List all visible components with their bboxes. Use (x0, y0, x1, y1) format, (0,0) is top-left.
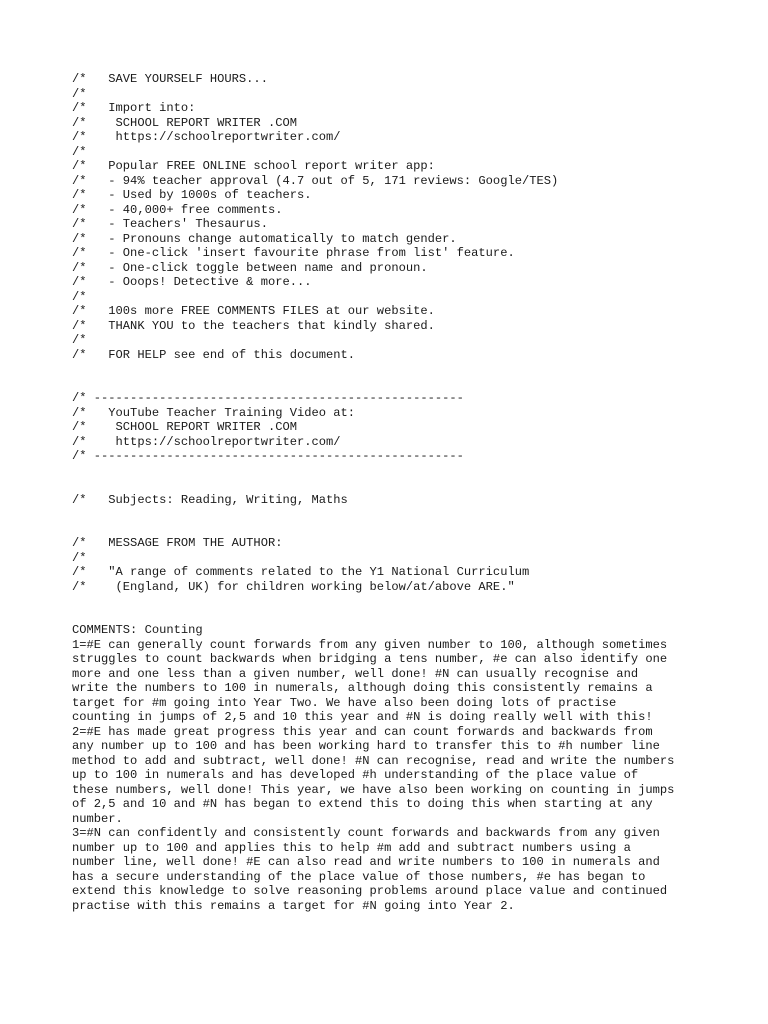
text-line: /* https://schoolreportwriter.com/ (72, 130, 341, 144)
text-line: /* - Ooops! Detective & more... (72, 275, 312, 289)
text-line: /* MESSAGE FROM THE AUTHOR: (72, 536, 283, 550)
blank-line (72, 594, 712, 609)
text-line: /* - One-click 'insert favourite phrase from list' feature. (72, 246, 515, 260)
text-line: /* (72, 86, 87, 101)
text-line: extend this knowledge to solve reasoning problems around place value and continued (72, 884, 668, 898)
text-line: target for #m going into Year Two. We have also been doing lots of practise (72, 695, 617, 710)
text-line: /* Import into: (72, 101, 196, 115)
text-line: method to add and subtract, well done! #N can recognise, read and write the numbers (72, 753, 675, 768)
text-line: /* --------------------------------------------------- (72, 391, 464, 405)
text-line: /* --------------------------------------------------- (72, 449, 464, 463)
header-section (72, 72, 712, 362)
blank-line (72, 522, 712, 537)
text-line: COMMENTS: Counting (72, 623, 203, 637)
text-line: number line, well done! #E can also read and write numbers to 100 in numerals and (72, 855, 660, 869)
blank-line (72, 377, 712, 392)
text-line: of 2,5 and 10 and #N has began to extend this to doing this when starting at any (72, 797, 653, 811)
text-line: /* (England, UK) for children working below/at/above ARE." (72, 579, 515, 594)
text-line: /* - Teachers' Thesaurus. (72, 217, 268, 231)
text-line: more and one less than a given number, well done! #N can usually recognise and (72, 666, 639, 681)
text-line: /* Popular FREE ONLINE school report writer app: (72, 159, 435, 173)
text-line: /* 100s more FREE COMMENTS FILES at our website. (72, 304, 435, 318)
message-section (72, 536, 712, 594)
text-line: /* YouTube Teacher Training Video at: (72, 405, 356, 420)
video-section (72, 391, 712, 464)
blank-line (72, 464, 712, 479)
text-line: /* SAVE YOURSELF HOURS... (72, 72, 268, 86)
text-line: /* - 40,000+ free comments. (72, 202, 283, 217)
text-line: /* (72, 289, 87, 304)
text-line: these numbers, well done! This year, we have also been working on counting in jumps (72, 782, 675, 797)
text-line: /* - Used by 1000s of teachers. (72, 188, 312, 202)
text-line: 1=#E can generally count forwards from any given number to 100, although sometimes (72, 637, 668, 652)
blank-line (72, 478, 712, 493)
comments-section (72, 623, 712, 913)
text-line: any number up to 100 and has been working hard to transfer this to #h number line (72, 739, 660, 753)
blank-line (72, 609, 712, 624)
text-line: number. (72, 811, 123, 826)
text-line: /* (72, 333, 87, 347)
text-line: practise with this remains a target for #N going into Year 2. (72, 898, 515, 913)
text-line: /* - One-click toggle between name and pronoun. (72, 260, 428, 275)
text-line: 3=#N can confidently and consistently count forwards and backwards from any given (72, 826, 660, 840)
document-page (72, 72, 712, 913)
text-line: up to 100 in numerals and has developed #h understanding of the place value of (72, 768, 639, 782)
text-line: /* THANK YOU to the teachers that kindly shared. (72, 318, 435, 333)
text-line: has a secure understanding of the place value of those numbers, #e has began to (72, 869, 646, 884)
blank-line (72, 362, 712, 377)
text-line: /* SCHOOL REPORT WRITER .COM (72, 420, 297, 434)
text-line: /* - Pronouns change automatically to match gender. (72, 231, 457, 246)
text-line: struggles to count backwards when bridging a tens number, #e can also identify one (72, 652, 668, 666)
text-line: /* SCHOOL REPORT WRITER .COM (72, 115, 297, 130)
text-line: write the numbers to 100 in numerals, although doing this consistently remains a (72, 681, 653, 695)
text-line: /* (72, 550, 87, 565)
text-line: /* FOR HELP see end of this document. (72, 347, 356, 362)
text-line: /* - 94% teacher approval (4.7 out of 5, 171 reviews: Google/TES) (72, 173, 559, 188)
text-line: number up to 100 and applies this to help #m add and subtract numbers using a (72, 840, 631, 855)
text-line: /* "A range of comments related to the Y1 National Curriculum (72, 565, 530, 579)
text-line: /* (72, 144, 87, 159)
text-line: /* Subjects: Reading, Writing, Maths (72, 492, 348, 507)
text-line: 2=#E has made great progress this year and can count forwards and backwards from (72, 724, 653, 739)
subjects-section (72, 493, 712, 508)
blank-line (72, 507, 712, 522)
text-line: counting in jumps of 2,5 and 10 this year and #N is doing really well with this! (72, 710, 653, 724)
text-line: /* https://schoolreportwriter.com/ (72, 434, 341, 449)
